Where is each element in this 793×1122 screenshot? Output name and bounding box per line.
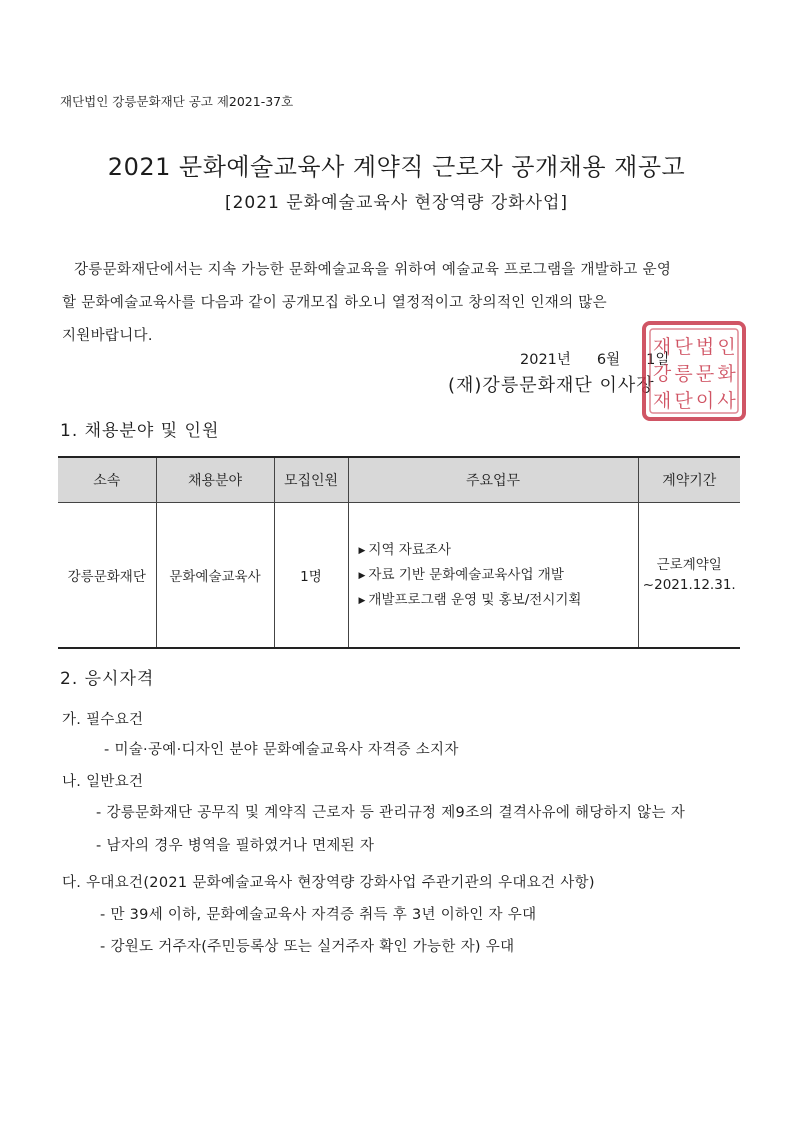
duty-text: 지역 자료조사 bbox=[368, 541, 451, 558]
header-period: 계약기간 bbox=[638, 457, 740, 503]
bullet-triangle-icon: ▶ bbox=[358, 570, 366, 581]
table-row bbox=[58, 503, 740, 649]
section-heading-eligibility: 2. 응시자격 bbox=[60, 669, 155, 689]
header-duties: 주요업무 bbox=[348, 457, 638, 503]
seal-glyph: 강 bbox=[652, 363, 672, 385]
period-end: ~2021.12.31. bbox=[642, 577, 736, 593]
duty-item bbox=[359, 563, 637, 588]
requirement-item: - 미술·공예·디자인 분야 문화예술교육사 자격증 소지자 bbox=[104, 742, 459, 758]
seal-glyph: 재 bbox=[652, 336, 672, 358]
date-month: 6월 bbox=[596, 352, 621, 368]
seal-glyph: 재 bbox=[652, 390, 672, 412]
recruitment-table bbox=[58, 456, 740, 649]
date-day: 1일 bbox=[646, 352, 670, 368]
requirement-item: - 만 39세 이하, 문화예술교육사 자격증 취득 후 3년 이하인 자 우대 bbox=[100, 907, 537, 923]
intro-line: 강릉문화재단에서는 지속 가능한 문화예술교육을 위하여 예술교육 프로그램을 개발하고 운영 bbox=[74, 262, 672, 278]
page-subtitle: [2021 문화예술교육사 현장역량 강화사업] bbox=[224, 193, 569, 213]
intro-line: 할 문화예술교육사를 다음과 같이 공개모집 하오니 열정적이고 창의적인 인재의 많은 bbox=[62, 295, 607, 311]
date-year: 2021년 bbox=[520, 352, 571, 368]
seal-glyph: 법 bbox=[695, 336, 715, 358]
notice-number: 재단법인 강릉문화재단 공고 제2021-37호 bbox=[60, 94, 294, 109]
seal-glyph: 이 bbox=[695, 390, 715, 412]
seal-glyph: 문 bbox=[695, 363, 715, 385]
bullet-triangle-icon: ▶ bbox=[358, 595, 366, 606]
seal-glyph: 화 bbox=[717, 363, 736, 385]
requirement-preferred-title: 다. 우대요건(2021 문화예술교육사 현장역량 강화사업 주관기관의 우대요건 사항) bbox=[62, 875, 595, 891]
duty-item bbox=[359, 538, 637, 563]
header-org: 소속 bbox=[58, 457, 156, 503]
requirement-essential-title: 가. 필수요건 bbox=[62, 712, 144, 728]
requirement-general-title: 나. 일반요건 bbox=[62, 774, 144, 790]
duty-item bbox=[359, 588, 637, 613]
official-seal-icon bbox=[640, 319, 748, 423]
seal-glyph: 릉 bbox=[674, 363, 693, 385]
cell-org: 강릉문화재단 bbox=[58, 503, 156, 649]
duty-text: 자료 기반 문화예술교육사업 개발 bbox=[368, 566, 564, 583]
header-count: 모집인원 bbox=[274, 457, 348, 503]
cell-field: 문화예술교육사 bbox=[156, 503, 274, 649]
period-start: 근로계약일 bbox=[656, 557, 722, 573]
header-field: 채용분야 bbox=[156, 457, 274, 503]
seal-glyph: 인 bbox=[717, 336, 736, 358]
requirement-item: - 강릉문화재단 공무직 및 계약직 근로자 등 관리규정 제9조의 결격사유에 해당하지 않는 자 bbox=[96, 805, 686, 821]
page-title: 2021 문화예술교육사 계약직 근로자 공개채용 재공고 bbox=[107, 153, 686, 181]
cell-duties bbox=[348, 503, 638, 649]
requirement-item: - 남자의 경우 병역을 필하였거나 면제된 자 bbox=[96, 838, 375, 854]
cell-period bbox=[638, 503, 740, 649]
seal-glyph: 단 bbox=[674, 390, 693, 412]
table-header-row bbox=[58, 457, 740, 503]
seal-glyph: 단 bbox=[674, 336, 693, 358]
intro-line: 지원바랍니다. bbox=[62, 328, 153, 344]
intro-paragraph bbox=[62, 254, 671, 353]
signer-name: (재)강릉문화재단 이사장 bbox=[448, 375, 655, 396]
cell-count: 1명 bbox=[274, 503, 348, 649]
bullet-triangle-icon: ▶ bbox=[358, 545, 366, 556]
requirement-item: - 강원도 거주자(주민등록상 또는 실거주자 확인 가능한 자) 우대 bbox=[100, 939, 515, 955]
section-heading-recruitment: 1. 채용분야 및 인원 bbox=[60, 421, 220, 441]
seal-glyph: 사 bbox=[717, 390, 736, 412]
duty-text: 개발프로그램 운영 및 홍보/전시기획 bbox=[368, 591, 582, 608]
